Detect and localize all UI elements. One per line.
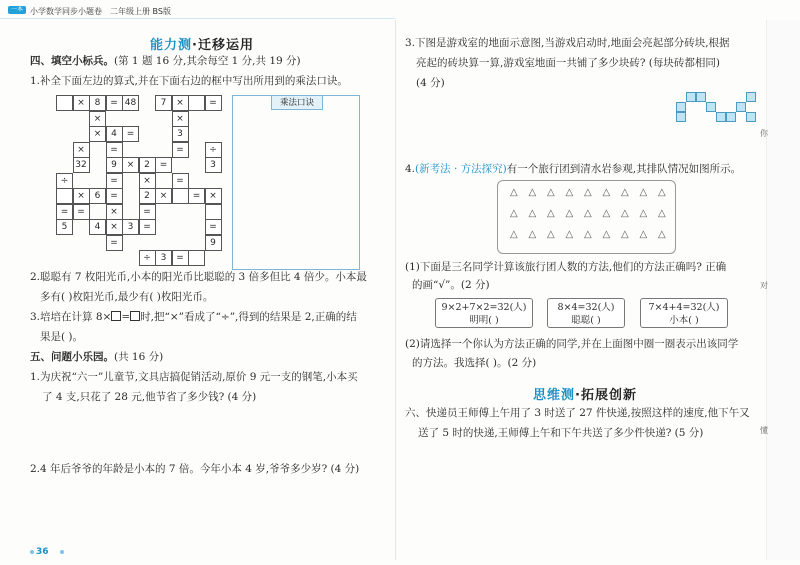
triangle-person: △ bbox=[658, 187, 666, 198]
section-title-part-b: 迁移运用 bbox=[197, 38, 254, 53]
question-6-line1: 六、快递员王师傅上午用了 3 时送了 27 件快递,按照这样的速度,他下午又 bbox=[405, 407, 750, 419]
blank-box-1[interactable] bbox=[111, 311, 121, 321]
tile bbox=[726, 112, 736, 122]
q4-sub2-line2: 的方法。我选择( )。(2 分) bbox=[412, 357, 537, 369]
grid-cell: = bbox=[106, 235, 123, 251]
grid-cell: × bbox=[106, 219, 123, 235]
sidebar-label-2: 对 bbox=[760, 281, 768, 290]
part5-heading bbox=[30, 348, 163, 368]
grid-cell: = bbox=[122, 126, 139, 142]
triangle-person: △ bbox=[565, 229, 574, 240]
grid-cell: 7 bbox=[155, 95, 172, 111]
part5-note: (共 16 分) bbox=[114, 351, 164, 363]
triangle-person: △ bbox=[510, 208, 518, 219]
part4-title: 四、填空小标兵。 bbox=[30, 55, 114, 67]
grid-cell: × bbox=[73, 142, 90, 158]
grid-blank-cell[interactable] bbox=[188, 95, 205, 111]
grid-blank-cell[interactable] bbox=[56, 95, 73, 111]
section-title-part-b: 拓展创新 bbox=[580, 388, 637, 403]
option-name: 小本( ) bbox=[669, 315, 699, 326]
grid-cell: × bbox=[172, 95, 189, 111]
triangle-person: △ bbox=[621, 208, 629, 219]
option-formula: 9×2+7×2=32(人) bbox=[441, 302, 527, 313]
grid-cell: 2 bbox=[139, 188, 156, 204]
grid-cell: = bbox=[106, 173, 123, 189]
grid-cell: ÷ bbox=[56, 173, 73, 189]
grid-cell: ÷ bbox=[205, 142, 222, 158]
grid-cell: 3 bbox=[155, 250, 172, 266]
grid-cell: = bbox=[155, 157, 172, 173]
sidebar-label-3: 懂 bbox=[760, 426, 768, 435]
grid-cell: × bbox=[139, 173, 156, 189]
grid-cell: × bbox=[73, 95, 90, 111]
grid-blank-cell[interactable] bbox=[56, 188, 73, 204]
grid-blank-cell[interactable] bbox=[172, 188, 189, 204]
grid-cell: = bbox=[73, 204, 90, 220]
grid-cell: × bbox=[106, 204, 123, 220]
triangle-person: △ bbox=[639, 229, 648, 240]
grid-cell: ÷ bbox=[139, 250, 156, 266]
right-question-4: 4.(新考法 · 方法探究)有一个旅行团到清水岩参观,其排队情况如图所示。 bbox=[405, 163, 742, 175]
grid-cell: 9 bbox=[106, 157, 123, 173]
option-mingming[interactable] bbox=[435, 298, 533, 328]
grid-cell: 2 bbox=[139, 157, 156, 173]
grid-cell: × bbox=[89, 111, 106, 127]
triangle-person: △ bbox=[639, 187, 648, 198]
part4-note: (第 1 题 16 分,其余每空 1 分,共 19 分) bbox=[114, 55, 301, 67]
triangle-person: △ bbox=[547, 229, 555, 240]
triangle-person: △ bbox=[528, 229, 537, 240]
tile bbox=[716, 112, 726, 122]
q3-text-c: 时,把“×”看成了“÷”,得到的结果是 2,正确的结 bbox=[140, 311, 357, 323]
triangle-person: △ bbox=[547, 187, 555, 198]
header-rule bbox=[0, 18, 395, 19]
grid-cell: × bbox=[122, 157, 139, 173]
grid-cell: × bbox=[155, 188, 172, 204]
q3-text-a: 3.培培在计算 8× bbox=[30, 311, 112, 323]
grid-cell: = bbox=[205, 219, 222, 235]
q4-sub1-line1: (1)下面是三名同学计算该旅行团人数的方法,他们的方法正确吗? 正确 bbox=[405, 261, 727, 273]
triangle-person: △ bbox=[528, 208, 537, 219]
blank-box-2[interactable] bbox=[130, 311, 140, 321]
sidebar-label-1: 你 bbox=[760, 129, 768, 138]
tile bbox=[676, 112, 686, 122]
grid-cell: 48 bbox=[122, 95, 139, 111]
tile bbox=[696, 92, 706, 102]
triangle-person: △ bbox=[565, 208, 574, 219]
grid-cell: 9 bbox=[205, 235, 222, 251]
grid-cell: 5 bbox=[56, 219, 73, 235]
triangle-person: △ bbox=[658, 208, 666, 219]
problem-5-1-line2: 了 4 支,只花了 28 元,他节省了多少钱? (4 分) bbox=[42, 391, 257, 403]
triangle-person: △ bbox=[565, 187, 574, 198]
triangle-person: △ bbox=[621, 229, 629, 240]
tile bbox=[706, 102, 716, 112]
grid-cell: = bbox=[172, 173, 189, 189]
triangle-person: △ bbox=[602, 187, 611, 198]
option-name: 聪聪( ) bbox=[571, 315, 601, 326]
tile bbox=[746, 92, 756, 102]
grid-cell: × bbox=[172, 111, 189, 127]
grid-cell: 6 bbox=[89, 188, 106, 204]
new-method-tag: (新考法 · 方法探究) bbox=[415, 163, 507, 175]
section-title-dot: · bbox=[192, 38, 198, 53]
grid-cell: 32 bbox=[73, 157, 90, 173]
problem-5-2: 2.4 年后爷爷的年龄是小本的 7 倍。今年小本 4 岁,爷爷多少岁? (4 分) bbox=[30, 463, 360, 475]
tile bbox=[686, 92, 696, 102]
option-xiaoben[interactable] bbox=[640, 298, 728, 328]
grid-cell: × bbox=[89, 126, 106, 142]
right-question-3-line2: 亮起的砖块算一算,游戏室地面一共铺了多少块砖? (每块砖都相同) bbox=[416, 57, 720, 69]
question-4-1: 1.补全下面左边的算式,并在下面右边的框中写出所用到的乘法口诀。 bbox=[30, 75, 348, 87]
question-4-3-line2: 果是( )。 bbox=[40, 331, 84, 343]
triangle-person: △ bbox=[510, 187, 518, 198]
q4-sub1-line2: 的画“√”。(2 分) bbox=[412, 279, 490, 291]
option-name: 明明( ) bbox=[469, 315, 499, 326]
grade-label: 二年级上册 BS版 bbox=[110, 7, 171, 16]
section-title-part-a: 能力测 bbox=[150, 38, 193, 53]
triangle-person: △ bbox=[584, 229, 592, 240]
option-formula: 8×4=32(人) bbox=[557, 302, 615, 313]
triangle-person: △ bbox=[584, 208, 592, 219]
publisher-logo: 一本 bbox=[8, 6, 26, 14]
right-question-3-score: (4 分) bbox=[416, 77, 445, 89]
right-section-title bbox=[533, 384, 637, 403]
part5-title: 五、问题小乐园。 bbox=[30, 351, 114, 363]
q4-sub2-line1: (2)请选择一个你认为方法正确的同学,并在上面图中圈一圈表示出该同学 bbox=[405, 338, 739, 350]
question-4-2-line1: 2.聪聪有 7 枚阳光币,小本的阳光币比聪聪的 3 倍多但比 4 倍少。小本最 bbox=[30, 271, 367, 283]
page-dot-left bbox=[30, 550, 34, 554]
problem-5-1-line1: 1.为庆祝“六一”儿童节,文具店搞促销活动,原价 9 元一支的钢笔,小本买 bbox=[30, 371, 358, 383]
section-title-part-a: 思维测 bbox=[533, 388, 576, 403]
q3-text-b: = bbox=[121, 311, 131, 323]
triangle-person: △ bbox=[528, 187, 537, 198]
grid-cell: = bbox=[188, 188, 205, 204]
page-edge-strip bbox=[766, 20, 800, 560]
kouju-answer-box[interactable] bbox=[232, 95, 360, 270]
triangle-person: △ bbox=[547, 208, 555, 219]
part4-heading bbox=[30, 52, 301, 72]
floor-tiles-figure bbox=[676, 92, 760, 132]
grid-cell: 3 bbox=[205, 157, 222, 173]
grid-cell: = bbox=[172, 250, 189, 266]
grid-blank-cell[interactable] bbox=[205, 204, 222, 220]
triangle-person: △ bbox=[602, 229, 611, 240]
grid-cell: 4 bbox=[106, 126, 123, 142]
grid-cell: = bbox=[56, 204, 73, 220]
option-congcong[interactable] bbox=[547, 298, 625, 328]
triangle-person: △ bbox=[639, 208, 648, 219]
option-formula: 7×4+4=32(人) bbox=[648, 302, 720, 313]
kouju-label: 乘法口诀 bbox=[271, 96, 323, 110]
q4-text: 有一个旅行团到清水岩参观,其排队情况如图所示。 bbox=[506, 163, 742, 175]
grid-cell: = bbox=[139, 204, 156, 220]
page-spine bbox=[395, 20, 396, 560]
triangle-person: △ bbox=[621, 187, 629, 198]
grid-cell: 3 bbox=[172, 126, 189, 142]
grid-cell: × bbox=[205, 188, 222, 204]
left-section-title bbox=[150, 34, 254, 53]
triangle-person: △ bbox=[584, 187, 592, 198]
grid-cell: = bbox=[205, 95, 222, 111]
triangle-person: △ bbox=[602, 208, 611, 219]
triangle-person: △ bbox=[510, 229, 518, 240]
page-dot-right bbox=[60, 550, 64, 554]
section-title-dot: · bbox=[575, 388, 581, 403]
grid-cell: = bbox=[106, 95, 123, 111]
tile bbox=[736, 102, 746, 112]
tile bbox=[746, 112, 756, 122]
grid-cell: 3 bbox=[122, 219, 139, 235]
grid-cell: × bbox=[73, 188, 90, 204]
grid-cell: = bbox=[106, 188, 123, 204]
question-4-2-line2: 多有( )枚阳光币,最少有( )枚阳光币。 bbox=[40, 291, 214, 303]
queue-triangles-figure bbox=[497, 180, 676, 254]
grid-cell: 4 bbox=[89, 219, 106, 235]
right-question-3-line1: 3.下图是游戏室的地面示意图,当游戏启动时,地面会亮起部分砖块,根据 bbox=[405, 37, 730, 49]
book-title: 小学数学同步小题卷 bbox=[30, 7, 102, 16]
grid-cell: = bbox=[139, 219, 156, 235]
grid-cell: = bbox=[172, 142, 189, 158]
grid-cell: 8 bbox=[89, 95, 106, 111]
page-number: 36 bbox=[36, 547, 49, 557]
question-4-3-line1 bbox=[30, 308, 357, 328]
grid-cell: = bbox=[106, 142, 123, 158]
tile bbox=[676, 102, 686, 112]
grid-blank-cell[interactable] bbox=[188, 250, 205, 266]
triangle-person: △ bbox=[658, 229, 666, 240]
question-6-line2: 送了 5 时的快递,王师傅上午和下午共送了多少件快递? (5 分) bbox=[418, 427, 704, 439]
